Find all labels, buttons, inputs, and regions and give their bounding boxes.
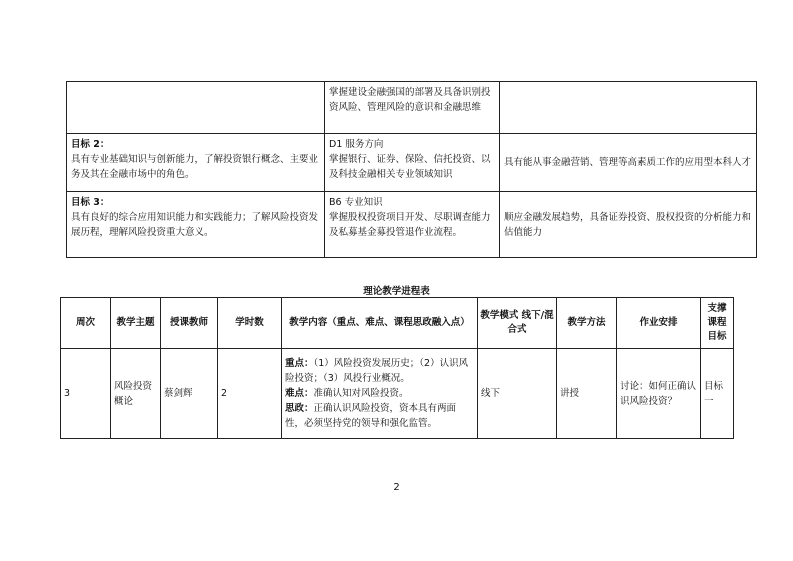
objectives-row bbox=[67, 192, 757, 258]
objective-right-text: 具有能从事金融营销、管理等高素质工作的应用型本科人才 bbox=[504, 157, 752, 168]
ideology-text: 正确认识风险投资，资本具有两面性，必须坚持党的领导和强化监管。 bbox=[285, 403, 457, 429]
schedule-title: 理论教学进程表 bbox=[363, 286, 430, 297]
objective-mid-title: B6 专业知识 bbox=[329, 197, 383, 208]
schedule-header-row bbox=[61, 298, 734, 349]
header-teacher: 授课教师 bbox=[161, 298, 218, 349]
cell-week: 3 bbox=[61, 349, 111, 439]
objective-mid-text: 掌握建设金融强国的部署及具备识别投资风险、管理风险的意识和金融思维 bbox=[329, 87, 491, 113]
objective-desc: 具有专业基础知识与创新能力，了解投资银行概念、主要业务及其在金融市场中的角色。 bbox=[71, 154, 319, 180]
objective-right-cell bbox=[500, 134, 757, 192]
key-point bbox=[285, 358, 468, 384]
objective-mid-title: D1 服务方向 bbox=[329, 139, 384, 150]
objective-right-cell bbox=[500, 192, 757, 258]
objective-mid-cell bbox=[325, 192, 500, 258]
cell-mode: 线下 bbox=[478, 349, 557, 439]
course-objectives-table bbox=[66, 81, 757, 258]
cell-homework: 讨论：如何正确认识风险投资？ bbox=[617, 349, 701, 439]
page-number: 2 bbox=[393, 482, 400, 493]
header-content: 教学内容（重点、难点、课程思政融入点） bbox=[282, 298, 478, 349]
schedule-row bbox=[61, 349, 734, 439]
objectives-row bbox=[67, 82, 757, 134]
cell-goal: 目标一 bbox=[701, 349, 734, 439]
objective-right-text: 顺应金融发展趋势，具备证券投资、股权投资的分析能力和估值能力 bbox=[504, 211, 752, 238]
cell-teacher: 蔡剑辉 bbox=[161, 349, 218, 439]
header-method: 教学方法 bbox=[557, 298, 617, 349]
difficulty-label: 难点： bbox=[285, 388, 314, 399]
objective-mid-desc: 掌握银行、证券、保险、信托投资、以及科技金融相关专业领域知识 bbox=[329, 154, 491, 180]
objective-cell bbox=[67, 134, 325, 192]
cell-topic: 风险投资概论 bbox=[111, 349, 161, 439]
ideology-label: 思政： bbox=[285, 403, 314, 414]
objective-cell-empty bbox=[67, 82, 325, 134]
header-hours: 学时数 bbox=[218, 298, 282, 349]
header-goal: 支撑课程目标 bbox=[701, 298, 734, 349]
objective-cell bbox=[67, 192, 325, 258]
key-text: （1）风险投资发展历史；（2）认识风险投资；（3）风投行业概况。 bbox=[285, 358, 469, 384]
cell-hours: 2 bbox=[218, 349, 282, 439]
difficulty-point bbox=[285, 388, 409, 399]
teaching-schedule-table bbox=[60, 297, 734, 439]
objective-desc: 具有良好的综合应用知识能力和实践能力；了解风险投资发展历程，理解风险投资重大意义。 bbox=[71, 212, 319, 238]
header-mode: 教学模式 线下/混合式 bbox=[478, 298, 557, 349]
objectives-row bbox=[67, 134, 757, 192]
objective-mid-cell bbox=[325, 82, 500, 134]
cell-content bbox=[282, 349, 478, 439]
objective-mid-desc: 掌握股权投资项目开发、尽职调查能力及私募基金募投管退作业流程。 bbox=[329, 212, 491, 238]
header-topic: 教学主题 bbox=[111, 298, 161, 349]
objective-title: 目标 3： bbox=[71, 197, 110, 208]
cell-method: 讲授 bbox=[557, 349, 617, 439]
header-week: 周次 bbox=[61, 298, 111, 349]
ideology-point bbox=[285, 403, 456, 429]
header-homework: 作业安排 bbox=[617, 298, 701, 349]
objective-mid-cell bbox=[325, 134, 500, 192]
difficulty-text: 准确认知对风险投资。 bbox=[313, 388, 409, 399]
objective-title: 目标 2： bbox=[71, 139, 110, 150]
key-label: 重点： bbox=[285, 358, 314, 369]
objective-right-cell-empty bbox=[500, 82, 757, 134]
